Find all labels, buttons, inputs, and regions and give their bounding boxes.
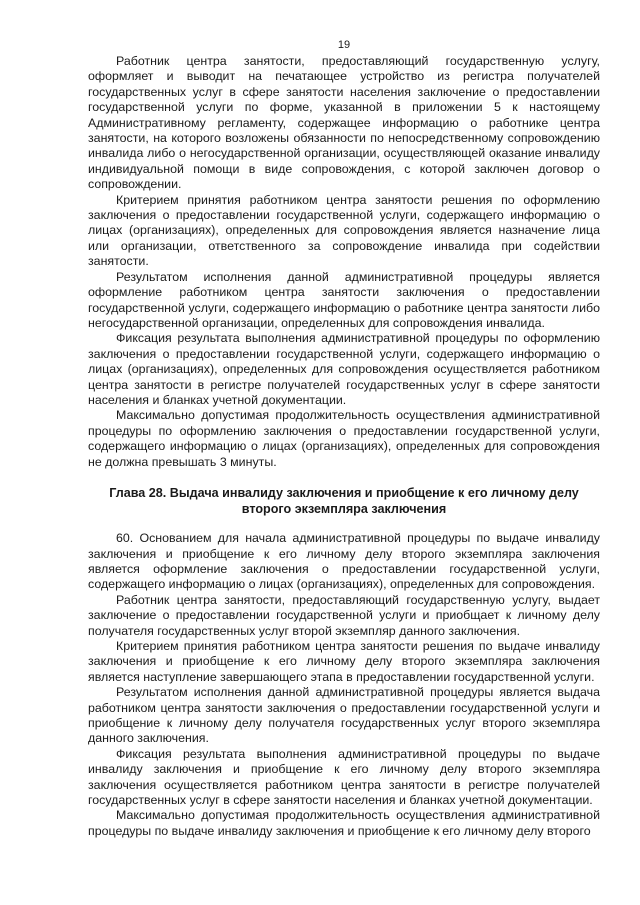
paragraph: Работник центра занятости, предоставляющий государственную услугу, оформляет и выводит на печатающее устройство из регистра получателей государственных услуг в сфере занятости населения заключение о предоставлении государственной услуги по форме, указанной в приложении 5 к настоящему Административному регламенту, содержащее информацию о работнике центра занятости, на которого возложены обязанности по непосредственному сопровождению инвалида либо о негосударственной организации, осуществляющей оказание инвалиду индивидуальной помощи в виде сопровождения, с которой заключен договор о сопровождении.: [88, 54, 600, 192]
paragraph: Работник центра занятости, предоставляющий государственную услугу, выдает заключение о предоставлении государственной услуги и приобщает к личному делу получателя государственных услуг второй экземпляр данного заключения.: [88, 592, 600, 638]
paragraph: Критерием принятия работником центра занятости решения по оформлению заключения о предоставлении государственной услуги, содержащего информацию о лицах (организациях), определенных для сопровождения является назначение лица или организации, ответственного за сопровождение инвалида при содействии занятости.: [88, 192, 600, 269]
paragraph: Результатом исполнения данной административной процедуры является оформление работником центра занятости заключения о предоставлении государственной услуги, содержащего информацию о работнике центра занятости либо негосударственной организации, определенных для сопровождения инвалида.: [88, 269, 600, 330]
paragraph: 60. Основанием для начала административной процедуры по выдаче инвалиду заключения и приобщение к его личному делу второго экземпляра заключения является оформление заключения о предоставлении государственной услуги, содержащего информацию о лицах (организациях), определенных для сопровождения.: [88, 531, 600, 592]
paragraph: Максимально допустимая продолжительность осуществления административной процедуры по выдаче инвалиду заключения и приобщение к его личному делу второго: [88, 808, 600, 838]
paragraph: Фиксация результата выполнения административной процедуры по выдаче инвалиду заключения и приобщение к его личному делу второго экземпляра заключения осуществляется работником центра занятости в регистре получателей государственных услуг в сфере занятости населения и бланках учетной документации.: [88, 746, 600, 808]
paragraph: Критерием принятия работником центра занятости решения по выдаче инвалиду заключения и приобщение к его личному делу второго экземпляра заключения является наступление завершающего этапа в предоставлении государственной услуги.: [88, 639, 600, 684]
section-procedure-conclusion: [88, 54, 600, 470]
chapter-title: Глава 28. Выдача инвалиду заключения и приобщение к его личному делу второго экземпляра заключения: [109, 485, 579, 516]
paragraph: Результатом исполнения данной административной процедуры является выдача работником центра занятости заключения о предоставлении государственной услуги и приобщение к личному делу получателя государственных услуг второго экземпляра данного заключения.: [88, 685, 600, 746]
paragraph: Максимально допустимая продолжительность осуществления административной процедуры по оформлению заключения о предоставлении государственной услуги, содержащего информацию о лицах (организациях), определенных для сопровождения не должна превышать 3 минуты.: [88, 408, 600, 469]
section-chapter-28: [88, 531, 600, 839]
page-number: 19: [337, 39, 351, 51]
paragraph: Фиксация результата выполнения административной процедуры по оформлению заключения о предоставлении государственной услуги, содержащего информацию о лицах (организациях), определенных для сопровождения осуществляется работником центра занятости в регистре получателей государственных услуг в сфере занятости населения и бланках учетной документации.: [88, 331, 600, 407]
